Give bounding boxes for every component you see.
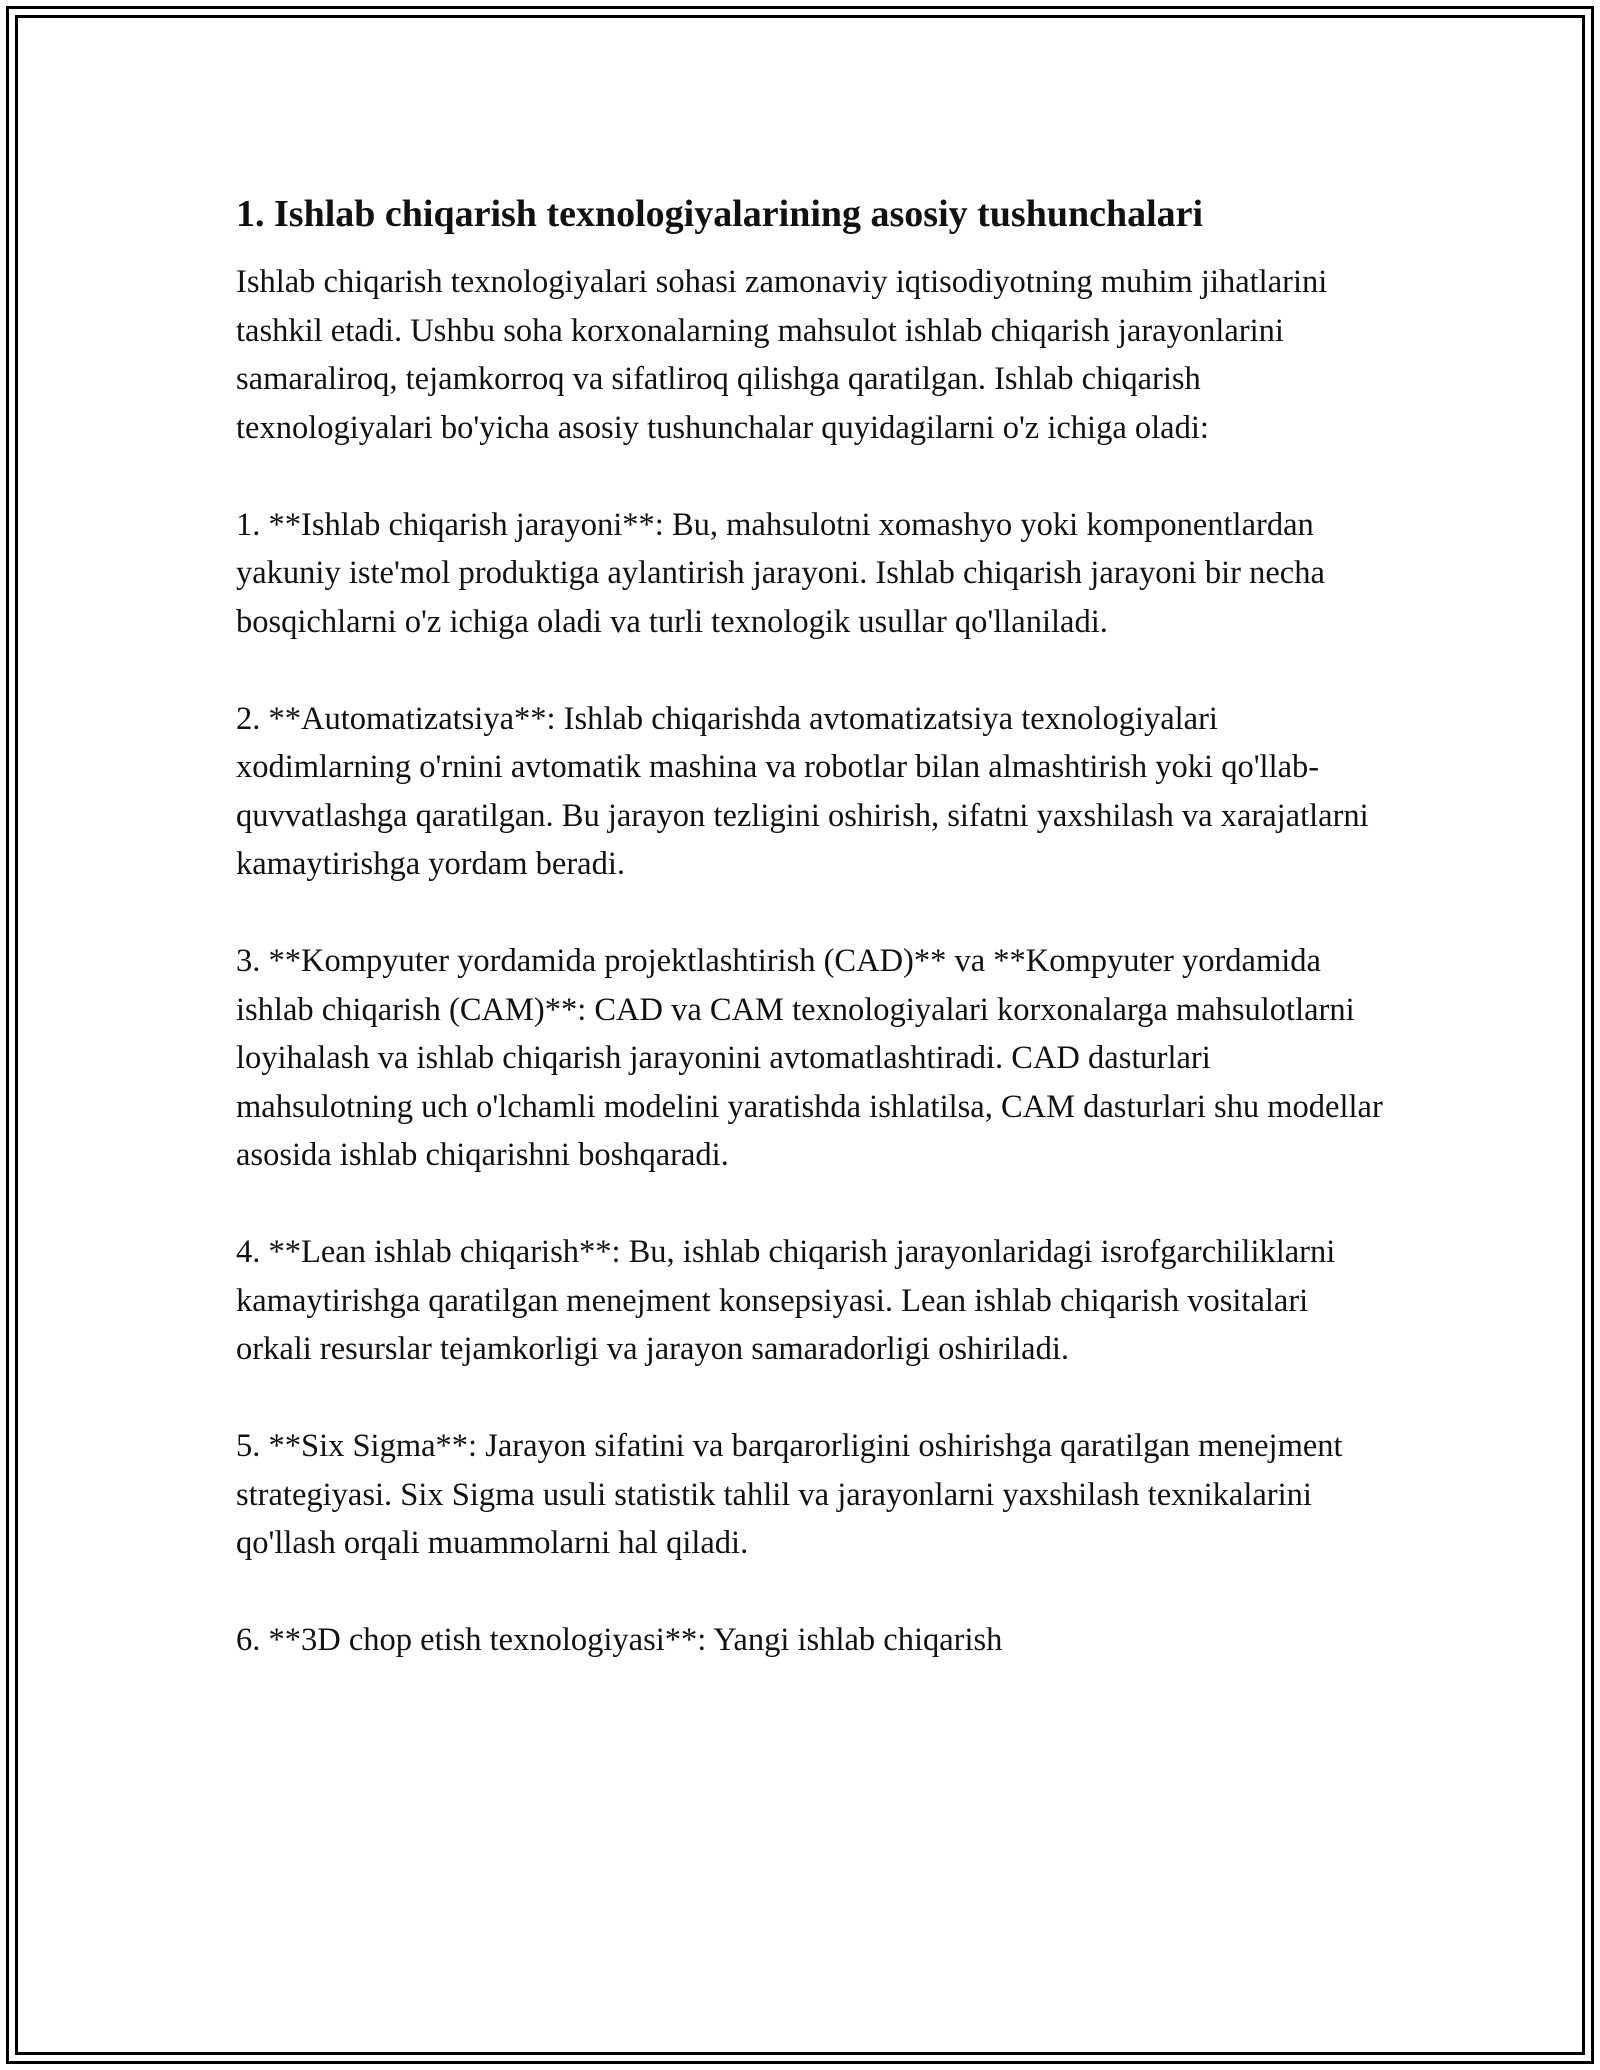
document-heading: 1. Ishlab chiqarish texnologiyalarining asosiy tushunchalari [236, 193, 1204, 235]
list-item-3d-printing: 6. **3D chop etish texnologiyasi**: Yangi ishlab chiqarish [236, 1622, 1003, 1658]
list-item-cad-cam: 3. **Kompyuter yordamida projektlashtirish (CAD)** va **Kompyuter yordamida ishlab chiqarish (CAM)**: CAD va CAM texnologiyalari korxonalarga mahsulotlarni loyihalash va ishlab chiqarish jarayonini avtomatlashtiradi. CAD dasturlari mahsulotning uch o'lchamli modelini yaratishda ishlatilsa, CAM dasturlari shu modellar asosida ishlab chiqarishni boshqaradi. [236, 943, 1383, 1173]
document-body [236, 188, 1386, 1665]
intro-paragraph: Ishlab chiqarish texnologiyalari sohasi zamonaviy iqtisodiyotning muhim jihatlarini tashkil etadi. Ushbu soha korxonalarning mahsulot ishlab chiqarish jarayonlarini samaraliroq, tejamkorroq va sifatliroq qilishga qaratilgan. Ishlab chiqarish texnologiyalari bo'yicha asosiy tushunchalar quyidagilarni o'z ichiga oladi: [236, 264, 1328, 446]
list-item-lean: 4. **Lean ishlab chiqarish**: Bu, ishlab chiqarish jarayonlaridagi isrofgarchiliklarni kamaytirishga qaratilgan menejment konsepsiyasi. Lean ishlab chiqarish vositalari orkali resurslar tejamkorligi va jarayon samaradorligi oshiriladi. [236, 1234, 1336, 1367]
list-item-six-sigma: 5. **Six Sigma**: Jarayon sifatini va barqarorligini oshirishga qaratilgan menejment strategiyasi. Six Sigma usuli statistik tahlil va jarayonlarni yaxshilash texnikalarini qo'llash orqali muammolarni hal qiladi. [236, 1428, 1343, 1561]
document-text [236, 258, 1386, 1665]
list-item-automation: 2. **Automatizatsiya**: Ishlab chiqarishda avtomatizatsiya texnologiyalari xodimlarning o'rnini avtomatik mashina va robotlar bilan almashtirish yoki qo'llab-quvvatlashga qaratilgan. Bu jarayon tezligini oshirish, sifatni yaxshilash va xarajatlarni kamaytirishga yordam beradi. [236, 700, 1369, 882]
list-item-production-process: 1. **Ishlab chiqarish jarayoni**: Bu, mahsulotni xomashyo yoki komponentlardan yakuniy iste'mol produktiga aylantirish jarayoni. Ishlab chiqarish jarayoni bir necha bosqichlarni o'z ichiga oladi va turli texnologik usullar qo'llaniladi. [236, 506, 1325, 640]
